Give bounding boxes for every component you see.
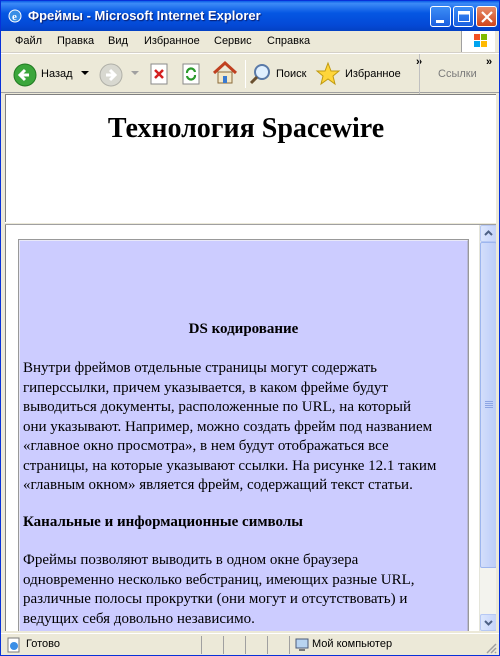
text-line: выводиться документы, расположенные по URL, на который bbox=[23, 399, 412, 415]
article-heading-channel-symbols: Канальные и информационные символы bbox=[23, 514, 303, 530]
maximize-button[interactable] bbox=[453, 6, 474, 27]
back-dropdown-icon[interactable] bbox=[81, 71, 89, 77]
article-box bbox=[19, 240, 468, 631]
minimize-button[interactable] bbox=[430, 6, 451, 27]
text-line: Внутри фреймов отдельные страницы могут содержать bbox=[23, 360, 378, 376]
grip-line bbox=[485, 407, 493, 408]
scroll-up-arrow-icon bbox=[481, 226, 496, 241]
menu-file[interactable]: Файл bbox=[15, 35, 43, 47]
menu-view[interactable]: Вид bbox=[108, 35, 128, 47]
text-line: гиперссылки, причем указывается, в каком фрейме будут bbox=[23, 379, 388, 396]
back-label: Назад bbox=[41, 68, 73, 80]
links-chevron: » bbox=[486, 56, 493, 68]
zone-pane bbox=[289, 636, 479, 654]
text-line: они указывают. Например, можно создать фрейм под названием bbox=[23, 418, 433, 435]
windows-logo bbox=[461, 31, 495, 52]
scroll-thumb[interactable] bbox=[480, 242, 496, 568]
search-magnifier-icon bbox=[249, 62, 273, 86]
scroll-down-button[interactable] bbox=[480, 614, 496, 631]
links-bar[interactable] bbox=[419, 54, 499, 94]
grip-line bbox=[485, 405, 493, 406]
refresh-icon[interactable] bbox=[181, 63, 203, 85]
status-pane bbox=[267, 636, 289, 654]
text-line: «главное окно просмотра», в нем будут отображаться все bbox=[23, 438, 389, 454]
status-pane bbox=[245, 636, 267, 654]
svg-text:e: e bbox=[12, 11, 17, 23]
forward-dropdown-icon[interactable] bbox=[131, 71, 139, 77]
search-label: Поиск bbox=[276, 68, 307, 80]
scroll-up-button[interactable] bbox=[480, 225, 496, 242]
scroll-down-arrow-icon bbox=[481, 615, 496, 630]
vertical-scrollbar[interactable] bbox=[479, 225, 496, 631]
title-bar[interactable] bbox=[1, 1, 499, 31]
zone-text: Мой компьютер bbox=[312, 638, 393, 650]
home-icon[interactable] bbox=[211, 60, 239, 86]
favorites-label: Избранное bbox=[345, 68, 401, 80]
text-line: Фреймы позволяют выводить в одном окне браузера bbox=[23, 552, 359, 568]
page-status-icon bbox=[6, 637, 22, 653]
status-text: Готово bbox=[26, 638, 60, 650]
forward-arrow-icon[interactable] bbox=[99, 63, 123, 87]
menu-favorites[interactable]: Избранное bbox=[144, 35, 200, 47]
resize-grip-icon[interactable] bbox=[485, 642, 497, 654]
favorites-button[interactable] bbox=[315, 58, 405, 90]
favorites-star-icon bbox=[315, 61, 341, 87]
text-line: различные полосы прокрутки (они могут и отсутствовать) и bbox=[23, 591, 408, 607]
back-button[interactable] bbox=[9, 58, 91, 90]
menu-help[interactable]: Справка bbox=[267, 35, 311, 47]
menu-bar bbox=[1, 31, 499, 53]
window-title: Фреймы - Microsoft Internet Explorer bbox=[28, 8, 261, 23]
status-pane bbox=[201, 636, 223, 654]
maximize-icon bbox=[454, 7, 475, 28]
content-frame bbox=[5, 225, 496, 631]
text-line: ведущих себя довольно независимо. bbox=[23, 610, 255, 627]
grip-line bbox=[485, 401, 493, 402]
links-label: Ссылки bbox=[438, 68, 477, 80]
search-button[interactable] bbox=[249, 58, 311, 90]
toolbar-chevron[interactable]: » bbox=[416, 56, 423, 68]
article-paragraph-1 bbox=[23, 359, 466, 496]
minimize-icon bbox=[431, 7, 452, 28]
status-bar bbox=[1, 633, 499, 655]
page-title: Технология Spacewire bbox=[107, 113, 385, 144]
status-pane bbox=[223, 636, 245, 654]
standard-toolbar bbox=[1, 53, 499, 93]
grip-line bbox=[485, 403, 493, 404]
my-computer-icon bbox=[294, 637, 310, 653]
toolbar-separator bbox=[245, 60, 246, 88]
article-heading-ds-coding: DS кодирование bbox=[188, 321, 299, 337]
text-line: одновременно несколько вебстраниц, имеющих разные URL, bbox=[23, 571, 415, 588]
text-line: страницы, на которые указывают ссылки. На рисунке 12.1 таким bbox=[23, 457, 437, 474]
top-frame bbox=[5, 94, 496, 222]
menu-edit[interactable]: Правка bbox=[57, 35, 95, 47]
internet-explorer-icon bbox=[7, 8, 23, 24]
text-line: «главным окном» является фрейм, содержащий текст статьи. bbox=[23, 477, 413, 493]
menu-tools[interactable]: Сервис bbox=[214, 35, 252, 47]
article-paragraph-2 bbox=[23, 551, 466, 629]
close-button[interactable] bbox=[476, 6, 497, 27]
close-icon bbox=[477, 7, 498, 28]
stop-icon[interactable] bbox=[149, 63, 171, 85]
windows-flag-icon bbox=[462, 31, 496, 52]
back-arrow-icon bbox=[13, 63, 37, 87]
